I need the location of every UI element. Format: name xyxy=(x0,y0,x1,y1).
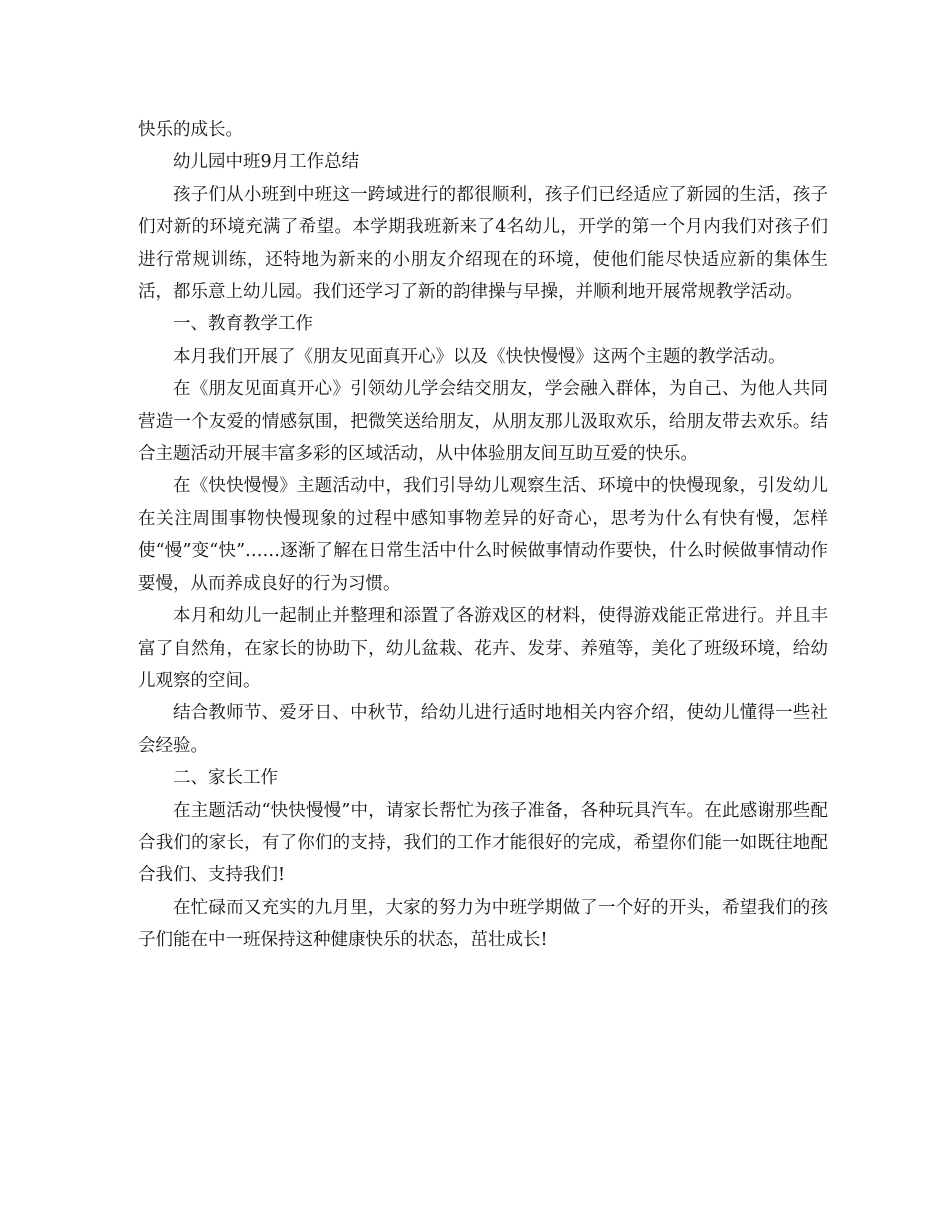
paragraph-festivals: 结合教师节、爱牙日、中秋节，给幼儿进行适时地相关内容介绍，使幼儿懂得一些社会经验。 xyxy=(138,703,828,756)
paragraph-parents: 在主题活动“快快慢慢”中，请家长帮忙为孩子准备，各种玩具汽车。在此感谢那些配合我们的家长，有了你们的支持，我们的工作才能很好的完成，希望你们能一如既往地配合我们、支持我们! xyxy=(138,800,828,886)
paragraph-themes: 本月我们开展了《朋友见面真开心》以及《快快慢慢》这两个主题的教学活动。 xyxy=(173,346,786,367)
document-body xyxy=(138,114,828,957)
paragraph-conclusion: 在忙碌而又充实的九月里，大家的努力为中班学期做了一个好的开头，希望我们的孩子们能在中一班保持这种健康快乐的状态，茁壮成长! xyxy=(138,897,828,951)
section-title: 幼儿园中班9月工作总结 xyxy=(173,152,360,173)
heading-parent-work: 二、家长工作 xyxy=(173,768,278,789)
paragraph-speed-theme: 在《快快慢慢》主题活动中，我们引导幼儿观察生活、环境中的快慢现象，引发幼儿在关注周围事物快慢现象的过程中感知事物差异的好奇心，思考为什么有快有慢，怎样使“慢”变“快”……逐渐了解在日常生活中什么时候做事情动作要快，什么时候做事情动作要慢，从而养成良好的行为习惯。 xyxy=(138,476,828,594)
paragraph-friends-theme: 在《朋友见面真开心》引领幼儿学会结交朋友，学会融入群体，为自己、为他人共同营造一个友爱的情感氛围，把微笑送给朋友，从朋友那儿汲取欢乐，给朋友带去欢乐。结合主题活动开展丰富多彩的区域活动，从中体验朋友间互助互爱的快乐。 xyxy=(138,379,828,465)
paragraph-intro: 孩子们从小班到中班这一跨域进行的都很顺利，孩子们已经适应了新园的生活，孩子们对新的环境充满了希望。本学期我班新来了4名幼儿，开学的第一个月内我们对孩子们进行常规训练，还特地为新来的小朋友介绍现在的环境，使他们能尽快适应新的集体生活，都乐意上幼儿园。我们还学习了新的韵律操与早操，并顺利地开展常规教学活动。 xyxy=(138,184,828,303)
heading-teaching-work: 一、教育教学工作 xyxy=(173,314,313,335)
paragraph-continuation: 快乐的成长。 xyxy=(138,120,243,140)
paragraph-play-areas: 本月和幼儿一起制止并整理和添置了各游戏区的材料，使得游戏能正常进行。并且丰富了自然角，在家长的协助下，幼儿盆栽、花卉、发芽、养殖等，美化了班级环境，给幼儿观察的空间。 xyxy=(138,606,828,691)
